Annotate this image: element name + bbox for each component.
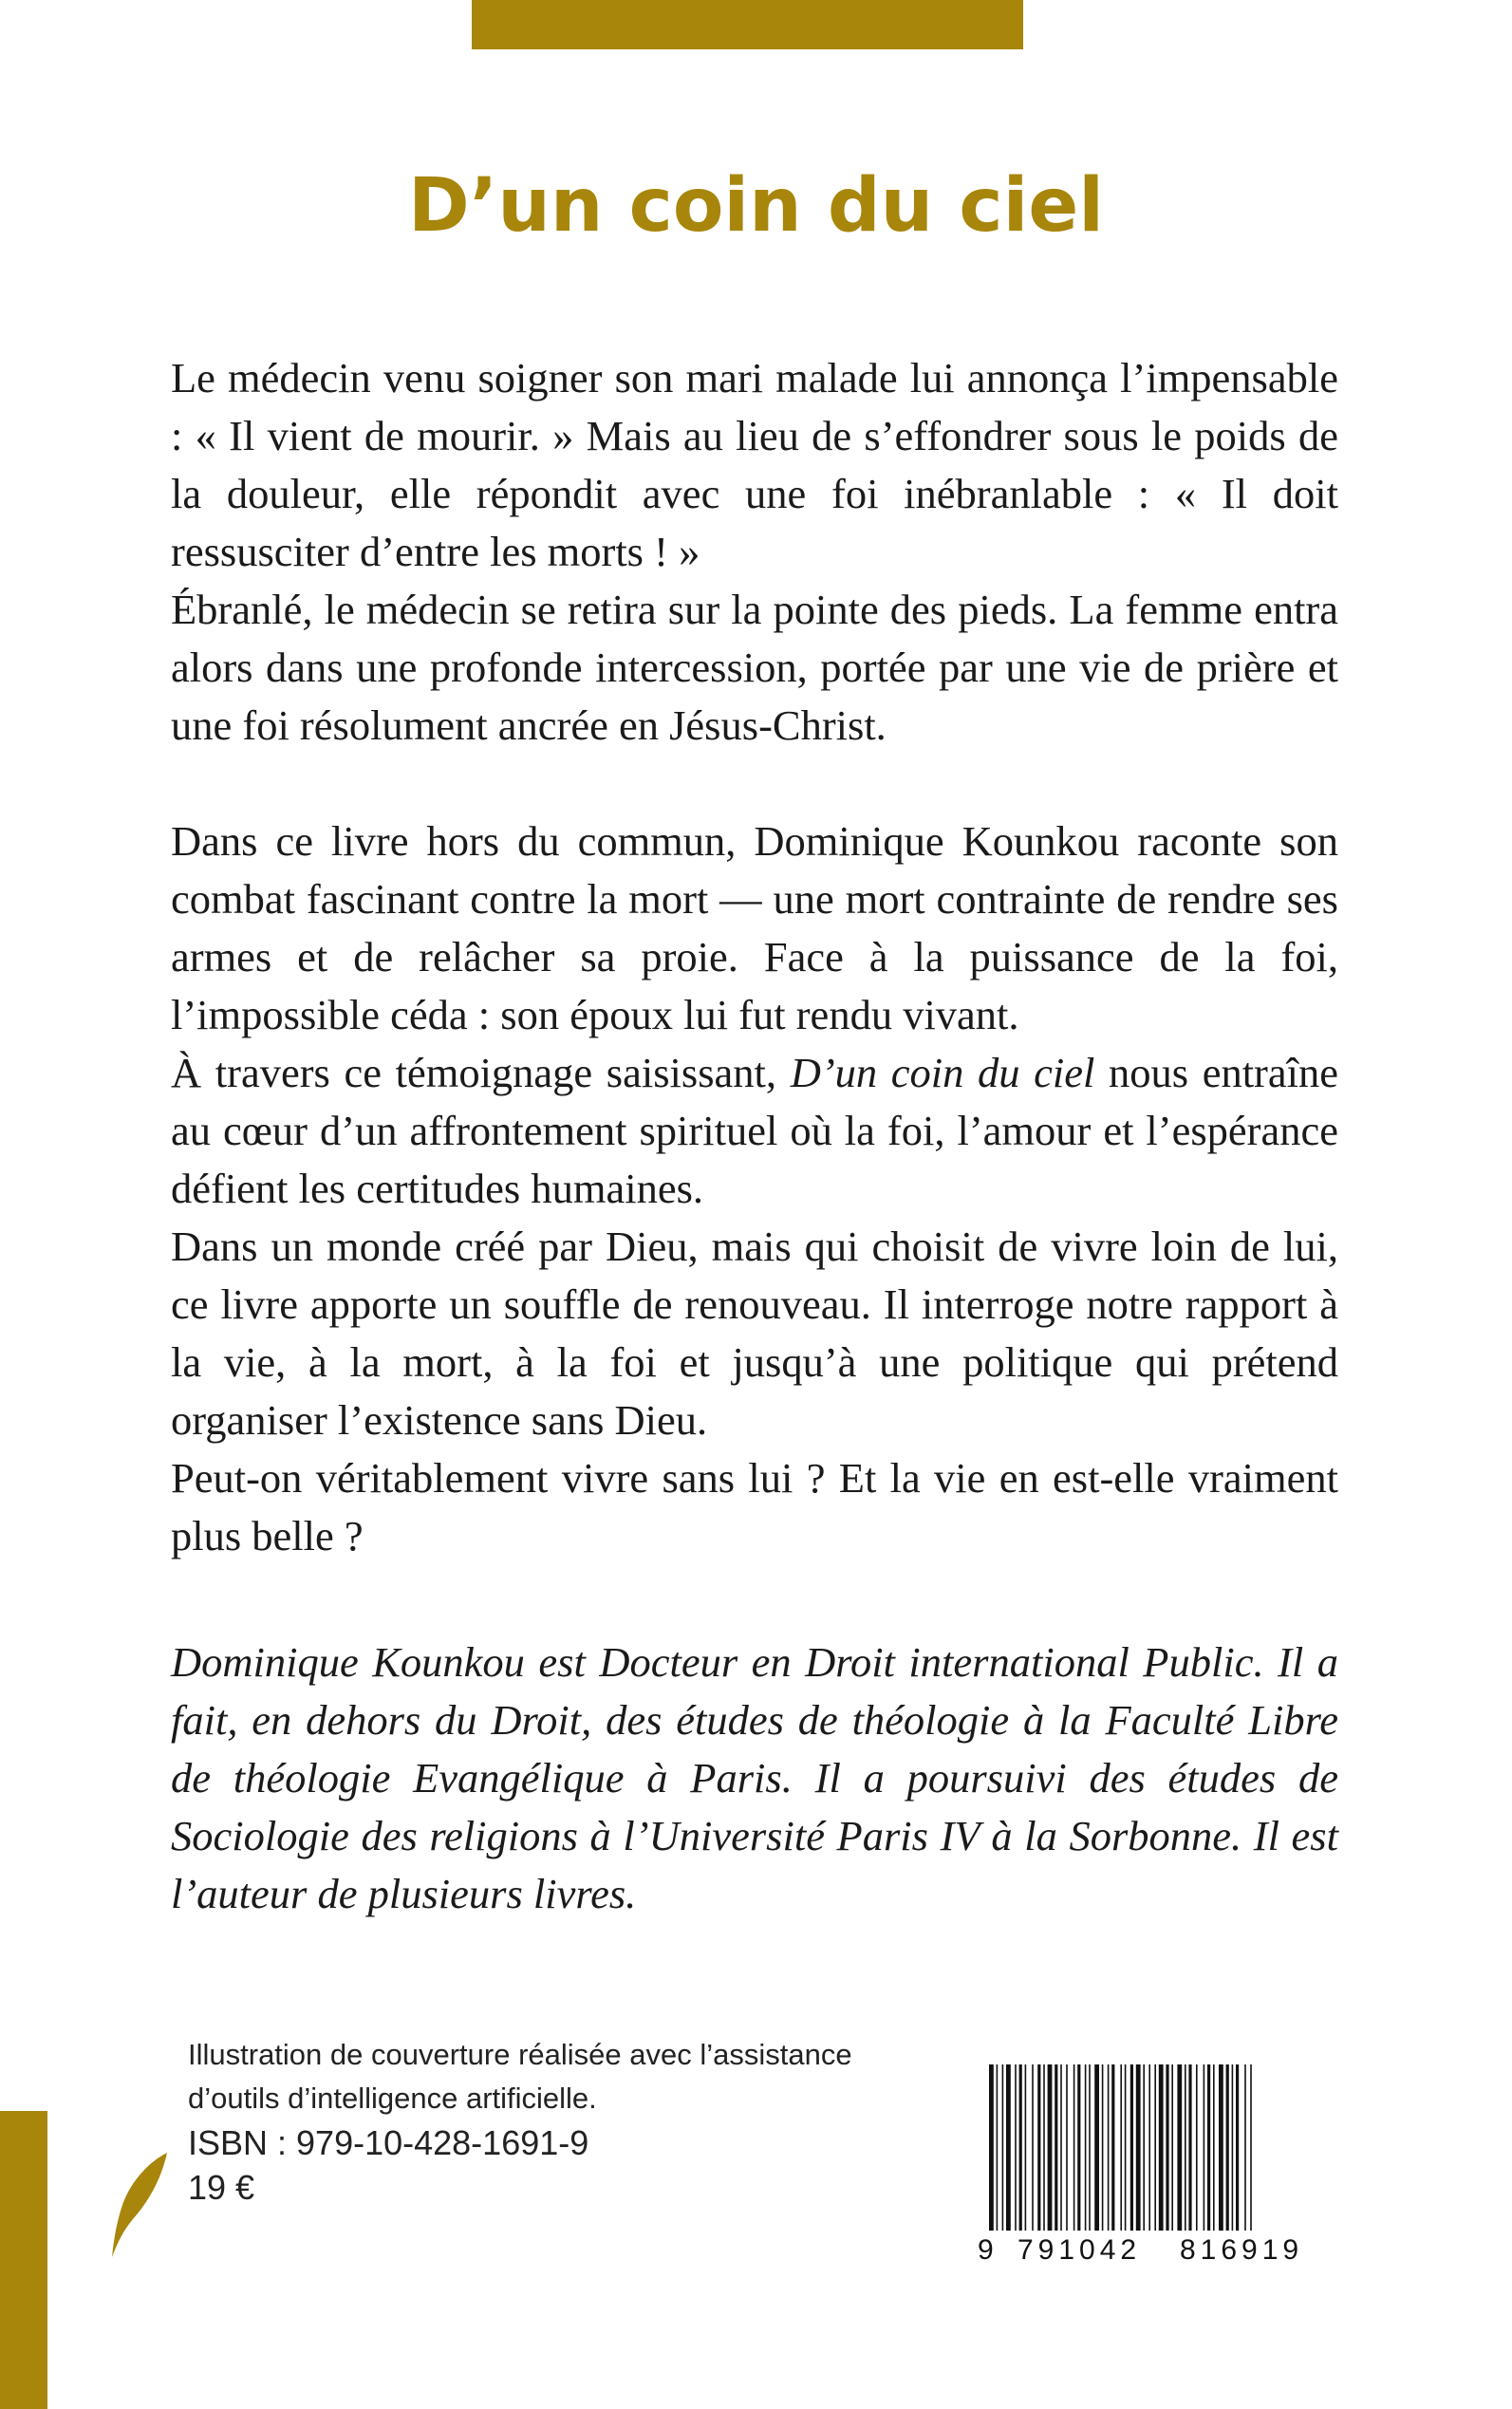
barcode-bar [1043, 2064, 1045, 2231]
barcode-bar [1006, 2064, 1011, 2231]
barcode-bar [1207, 2064, 1210, 2231]
barcode-bar [1077, 2064, 1080, 2231]
price: 19 € [188, 2168, 255, 2207]
barcode [987, 2064, 1324, 2231]
barcode-digits-left: 791042 [1017, 2234, 1142, 2266]
barcode-bar [1136, 2064, 1141, 2231]
synopsis-block-1 [171, 349, 1338, 755]
barcode-bar [1048, 2064, 1053, 2231]
barcode-bar [1125, 2064, 1127, 2231]
side-accent-bar [0, 2111, 47, 2409]
barcode-bar [1066, 2064, 1068, 2231]
barcode-bar [1236, 2064, 1239, 2231]
text-suffix: nous entraîne au cœur d’un affrontement spirituel où la foi, l’amour et l’espérance défient les certitudes humaines. [171, 1049, 1338, 1212]
barcode-bar [1002, 2064, 1004, 2231]
barcode-bar [1073, 2064, 1075, 2231]
barcode-bar [1055, 2064, 1057, 2231]
barcode-bar [1185, 2064, 1186, 2231]
synopsis-paragraph: Dans un monde créé par Dieu, mais qui choisit de vivre loin de lui, ce livre apporte un souffle de renouveau. Il interroge notre rapport à la vie, à la mort, à la foi et jusqu’à une politique qui prétend organiser l’existence sans Dieu. [171, 1223, 1338, 1444]
barcode-bar [1213, 2064, 1215, 2231]
barcode-bar [1159, 2064, 1164, 2231]
barcode-bar [1025, 2064, 1027, 2231]
italic-book-title: D’un coin du ciel [790, 1049, 1095, 1096]
barcode-bar [1226, 2064, 1229, 2231]
barcode-bar [1032, 2064, 1034, 2231]
text-prefix: À travers ce témoignage saisissant, [171, 1049, 791, 1096]
synopsis-paragraph-with-title [171, 1044, 1338, 1218]
barcode-bar [1148, 2064, 1150, 2231]
barcode-bar [989, 2064, 994, 2231]
feather-icon [104, 2151, 171, 2259]
barcode-bar [1232, 2064, 1234, 2231]
illustration-credit-line: d’outils d’intelligence artificielle. [188, 2082, 597, 2115]
isbn: ISBN : 979-10-428-1691-9 [188, 2123, 589, 2162]
barcode-digits-right: 816919 [1180, 2234, 1304, 2266]
barcode-bar [1154, 2064, 1156, 2231]
barcode-bar [1108, 2064, 1110, 2231]
barcode-bar [1166, 2064, 1168, 2231]
barcode-bar [1111, 2064, 1114, 2231]
barcode-bar [1089, 2064, 1091, 2231]
barcode-bar [1015, 2064, 1017, 2231]
barcode-bar [1204, 2064, 1205, 2231]
barcode-bar [1171, 2064, 1173, 2231]
top-accent-bar [472, 0, 1023, 49]
illustration-credit-line: Illustration de couverture réalisée avec l’assistance [188, 2038, 852, 2071]
book-title: D’un coin du ciel [408, 163, 1104, 249]
barcode-bar [1143, 2064, 1145, 2231]
author-bio: Dominique Kounkou est Docteur en Droit international Public. Il a fait, en dehors du Droit, des études de théologie à la Faculté Libre de théologie Evangélique à Paris. Il a poursuivi des études de Sociologie des religions à l’Université Paris IV à la Sorbonne. Il est l’auteur de plusieurs livres. [171, 1638, 1338, 1917]
barcode-bar [1219, 2064, 1223, 2231]
barcode-bar [1037, 2064, 1040, 2231]
barcode-bar [1177, 2064, 1182, 2231]
barcode-bar [1130, 2064, 1133, 2231]
barcode-bar [1094, 2064, 1099, 2231]
synopsis-block-2 [171, 812, 1338, 1565]
barcode-digit-first: 9 [978, 2234, 994, 2266]
barcode-bar [1196, 2064, 1198, 2231]
barcode-bar [1085, 2064, 1087, 2231]
synopsis-paragraph: Ébranlé, le médecin se retira sur la pointe des pieds. La femme entra alors dans une profonde intercession, portée par une vie de prière et une foi résolument ancrée en Jésus-Christ. [171, 586, 1338, 749]
barcode-bar [1244, 2064, 1246, 2231]
barcode-bar [997, 2064, 999, 2231]
barcode-bar [1102, 2064, 1104, 2231]
synopsis-paragraph: Peut-on véritablement vivre sans lui ? Et la vie en est-elle vraiment plus belle ? [171, 1454, 1338, 1559]
publisher-info [188, 2033, 852, 2210]
synopsis-paragraph: Le médecin venu soigner son mari malade lui annonça l’impensable : « Il vient de mourir. » Mais au lieu de s’effondrer sous le poids de la douleur, elle répondit avec une foi inébranlable : « Il doit ressusciter d’entre les morts ! » [171, 354, 1338, 575]
barcode-bar [1019, 2064, 1022, 2231]
barcode-bar [1250, 2064, 1252, 2231]
barcode-bar [1120, 2064, 1122, 2231]
synopsis-paragraph: Dans ce livre hors du commun, Dominique Kounkou raconte son combat fascinant contre la mort — une mort contrainte de rendre ses armes et de relâcher sa proie. Face à la puissance de la foi, l’impossible céda : son époux lui fut rendu vivant. [171, 817, 1338, 1038]
barcode-bar [1060, 2064, 1062, 2231]
barcode-bar [1188, 2064, 1191, 2231]
